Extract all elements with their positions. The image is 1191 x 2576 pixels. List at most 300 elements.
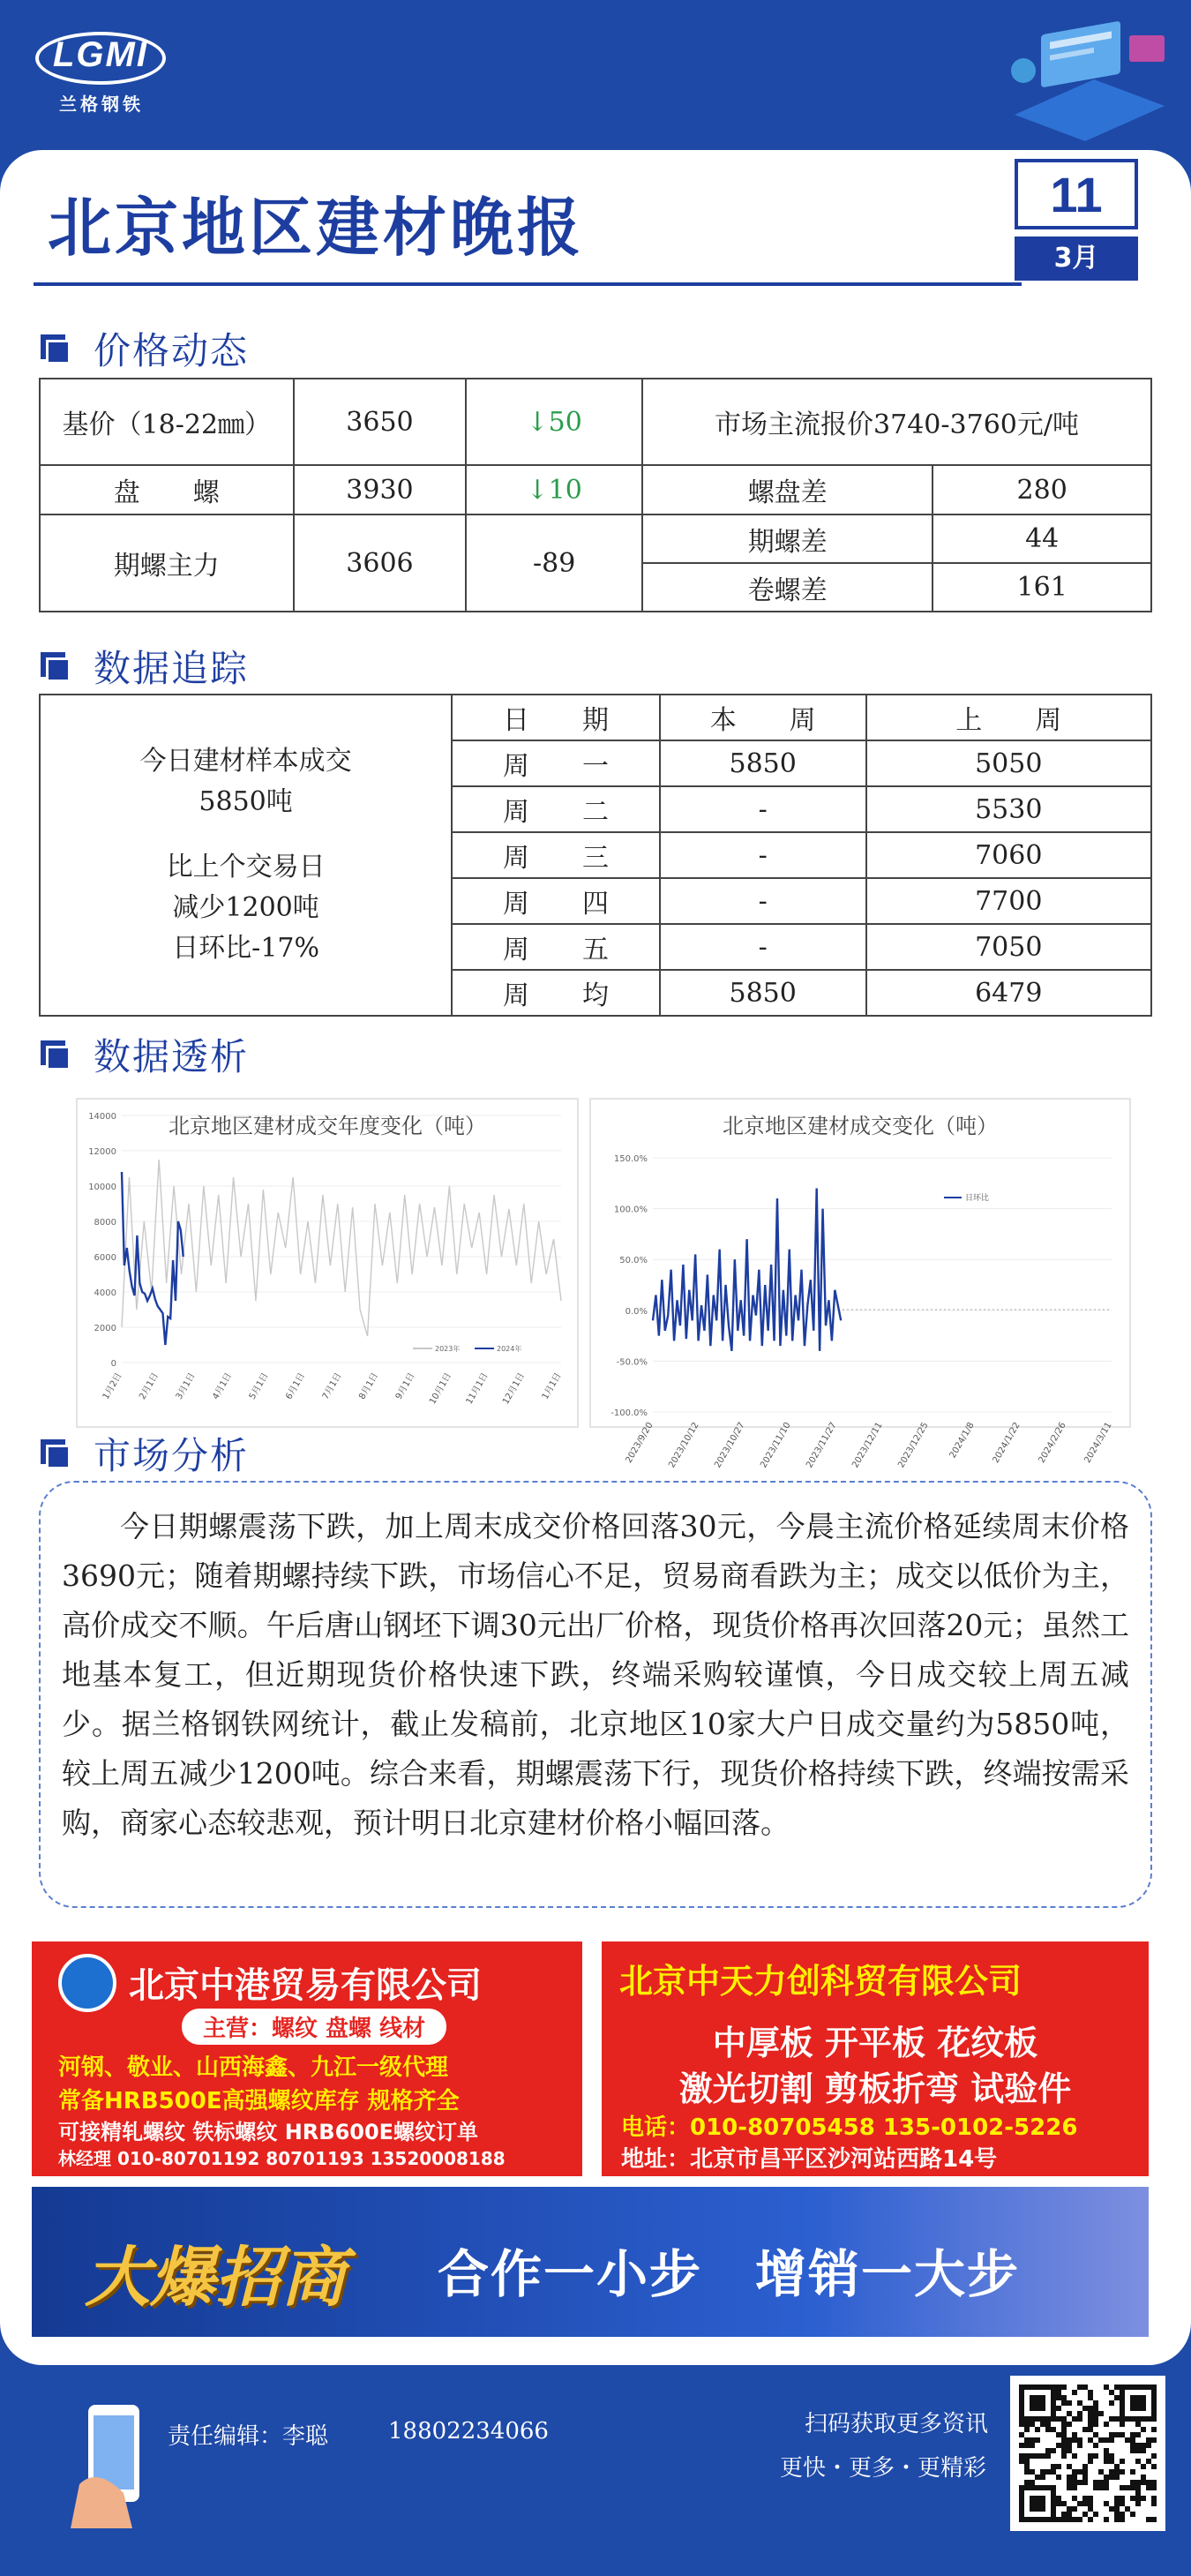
qr-module — [1130, 2485, 1135, 2490]
qr-module — [1151, 2464, 1157, 2469]
ad1-line4: 林经理 010-80701192 80701193 13520008188 — [58, 2148, 506, 2169]
qr-module — [1135, 2501, 1141, 2506]
qr-finder-center — [1030, 2496, 1045, 2512]
qr-module — [1088, 2406, 1093, 2411]
tech-illustration — [988, 18, 1182, 150]
section-track-header: 数据追踪 — [39, 644, 249, 688]
qr-module — [1019, 2459, 1024, 2464]
qr-module — [1024, 2437, 1030, 2443]
qr-module — [1125, 2485, 1130, 2490]
y-tick-label: -50.0% — [616, 1357, 648, 1368]
y-tick-label: 2000 — [94, 1324, 116, 1333]
qr-module — [1130, 2437, 1135, 2443]
qr-module — [1077, 2443, 1082, 2448]
y-tick-label: 100.0% — [613, 1205, 648, 1215]
qr-module — [1151, 2453, 1157, 2459]
qr-module — [1151, 2480, 1157, 2485]
x-tick-label: 3月1日 — [174, 1371, 198, 1401]
ad2-address: 地址：北京市昌平区沙河站西路14号 — [621, 2146, 998, 2173]
qr-module — [1056, 2517, 1061, 2522]
qr-module — [1109, 2469, 1114, 2475]
coil-spread-value: 161 — [933, 563, 1151, 612]
qr-module — [1056, 2390, 1061, 2395]
price-table — [39, 378, 1152, 612]
qr-module — [1104, 2501, 1109, 2506]
qr-module — [1109, 2416, 1114, 2422]
qr-module — [1061, 2453, 1067, 2459]
qr-module — [1024, 2469, 1030, 2475]
qr-module — [1130, 2496, 1135, 2501]
table-row: 周 均 5850 6479 — [40, 970, 1151, 1016]
y-tick-label: 50.0% — [619, 1256, 648, 1266]
qr-module — [1146, 2437, 1151, 2443]
qr-module — [1077, 2437, 1082, 2443]
qr-module — [1040, 2453, 1045, 2459]
qr-module — [1024, 2459, 1030, 2464]
qr-module — [1098, 2411, 1104, 2416]
qr-module — [1098, 2437, 1104, 2443]
col-this-week: 本 周 — [660, 695, 866, 740]
qr-module — [1093, 2416, 1098, 2422]
qr-module — [1030, 2422, 1035, 2427]
qr-module — [1141, 2496, 1146, 2501]
qr-module — [1135, 2496, 1141, 2501]
futures-label: 期螺主力 — [40, 514, 294, 612]
chart-title: 北京地区建材成交变化（吨） — [723, 1114, 998, 1138]
ad1-line1: 河钢、敬业、山西海鑫、九江一级代理 — [58, 2054, 449, 2081]
qr-module — [1045, 2448, 1051, 2453]
section-market-header: 市场分析 — [39, 1431, 249, 1476]
qr-module — [1109, 2475, 1114, 2480]
ad3-big: 大爆招商 — [85, 2240, 346, 2316]
qr-module — [1088, 2496, 1093, 2501]
qr-module — [1045, 2422, 1051, 2427]
ad2-line2: 激光切割 剪板折弯 试验件 — [678, 2069, 1072, 2108]
qr-module — [1114, 2475, 1120, 2480]
qr-module — [1135, 2485, 1141, 2490]
qr-module — [1040, 2422, 1045, 2427]
qr-module — [1061, 2437, 1067, 2443]
annual-volume-chart — [76, 1098, 579, 1428]
qr-module — [1135, 2443, 1141, 2448]
y-tick-label: 4000 — [94, 1288, 116, 1298]
track-summary: 今日建材样本成交 5850吨 比上个交易日 减少1200吨 日环比-17% — [40, 695, 452, 1016]
qr-module — [1030, 2437, 1035, 2443]
x-tick-label: 6月1日 — [284, 1371, 308, 1401]
qr-module — [1104, 2517, 1109, 2522]
spread-label: 螺盘差 — [642, 465, 933, 514]
qr-module — [1077, 2469, 1082, 2475]
qr-module — [1093, 2480, 1098, 2485]
qr-module — [1120, 2485, 1125, 2490]
qr-module — [1151, 2427, 1157, 2432]
qr-module — [1061, 2512, 1067, 2517]
qr-module — [1067, 2448, 1072, 2453]
qr-module — [1135, 2448, 1141, 2453]
qr-module — [1077, 2480, 1082, 2485]
qr-module — [1141, 2480, 1146, 2485]
qr-module — [1130, 2443, 1135, 2448]
daily-change-chart — [589, 1098, 1131, 1470]
qr-module — [1120, 2517, 1125, 2522]
qr-module — [1077, 2501, 1082, 2506]
qr-module — [1093, 2411, 1098, 2416]
qr-module — [1077, 2416, 1082, 2422]
qr-module — [1056, 2395, 1061, 2400]
qr-module — [1114, 2506, 1120, 2512]
qr-module — [1045, 2427, 1051, 2432]
x-tick-label: 2024/1/8 — [948, 1421, 977, 1461]
qr-module — [1093, 2485, 1098, 2490]
x-tick-label: 1月2日 — [101, 1371, 124, 1401]
qr-module — [1104, 2422, 1109, 2427]
qr-module — [1130, 2480, 1135, 2485]
qr-module — [1030, 2453, 1035, 2459]
market-analysis-text: 今日期螺震荡下跌，加上周末成交价格回落30元，今晨主流价格延续周末价格3690元；随着期螺持续下跌，市场信心不足，贸易商看跌为主；成交以低价为主，高价成交不顺。午后唐山钢坯下调30元出厂价格，现货价格再次回落20元；虽然工地基本复工，但近期现货价格快速下跌，终端采购较谨慎，今日成交较上周五减少。据兰格钢铁网统计，截止发稿前，北京地区10家大户日成交量约为5850吨，较上周五减少1200吨。综合来看，期螺震荡下行，现货价格持续下跌，终端按需采购，商家心态较悲观，预计明日北京建材价格小幅回落。 — [39, 1481, 1152, 1908]
qr-module — [1120, 2496, 1125, 2501]
x-tick-label: 4月1日 — [211, 1371, 235, 1401]
ad3-slogan: 合作一小步 增销一大步 — [438, 2244, 1021, 2304]
qr-module — [1061, 2501, 1067, 2506]
ad2-line1: 中厚板 开平板 花纹板 — [712, 2024, 1038, 2062]
qr-module — [1061, 2448, 1067, 2453]
y-tick-label: 14000 — [88, 1112, 116, 1122]
qr-module — [1109, 2432, 1114, 2437]
qr-module — [1120, 2432, 1125, 2437]
qr-module — [1072, 2475, 1077, 2480]
x-tick-label: 2024/2/26 — [1037, 1421, 1068, 1465]
spread-value: 280 — [933, 465, 1151, 514]
qr-module — [1067, 2437, 1072, 2443]
qr-module — [1146, 2443, 1151, 2448]
qr-module — [1072, 2437, 1077, 2443]
qr-module — [1141, 2427, 1146, 2432]
table-row: 周 五 - 7050 — [40, 924, 1151, 970]
col-last-week: 上 周 — [866, 695, 1151, 740]
ad1-main: 主营：螺纹 盘螺 线材 — [182, 2009, 446, 2045]
qr-module — [1019, 2422, 1024, 2427]
qr-module — [1051, 2427, 1056, 2432]
base-price-label: 基价（18-22㎜） — [40, 379, 294, 465]
qr-module — [1109, 2459, 1114, 2464]
qr-module — [1109, 2400, 1114, 2406]
date-month: 3月 — [1015, 237, 1138, 281]
qr-module — [1082, 2384, 1088, 2390]
qr-module — [1088, 2437, 1093, 2443]
qr-module — [1088, 2416, 1093, 2422]
scan-text: 扫码获取更多资讯 — [805, 2411, 989, 2437]
base-price: 3650 — [294, 379, 467, 465]
qr-module — [1114, 2464, 1120, 2469]
qr-finder-center — [1030, 2395, 1045, 2411]
qr-module — [1109, 2506, 1114, 2512]
qr-module — [1088, 2395, 1093, 2400]
col-date: 日 期 — [452, 695, 660, 740]
qr-module — [1141, 2475, 1146, 2480]
qr-module — [1093, 2432, 1098, 2437]
qr-module — [1024, 2427, 1030, 2432]
qr-module — [1067, 2506, 1072, 2512]
ad2-company: 北京中天力创科贸有限公司 — [619, 1962, 1022, 2001]
qr-module — [1151, 2517, 1157, 2522]
qr-module — [1104, 2485, 1109, 2490]
qr-module — [1082, 2512, 1088, 2517]
qr-module — [1114, 2432, 1120, 2437]
qr-module — [1056, 2464, 1061, 2469]
qr-module — [1040, 2475, 1045, 2480]
coil-price: 3930 — [294, 465, 467, 514]
qr-module — [1120, 2459, 1125, 2464]
futures-spread-label: 期螺差 — [642, 514, 933, 563]
coil-change: ↓10 — [466, 465, 642, 514]
annual-volume-svg — [78, 1100, 581, 1430]
y-tick-label: 8000 — [94, 1218, 116, 1228]
y-tick-label: 0 — [110, 1359, 116, 1369]
qr-module — [1109, 2390, 1114, 2395]
qr-module — [1135, 2480, 1141, 2485]
qr-module — [1130, 2432, 1135, 2437]
qr-module — [1082, 2427, 1088, 2432]
qr-module — [1051, 2464, 1056, 2469]
qr-module — [1067, 2464, 1072, 2469]
qr-module — [1104, 2459, 1109, 2464]
futures-spread-value: 44 — [933, 514, 1151, 563]
qr-module — [1072, 2390, 1077, 2395]
y-tick-label: -100.0% — [610, 1408, 648, 1418]
qr-module — [1088, 2411, 1093, 2416]
qr-module — [1120, 2512, 1125, 2517]
qr-module — [1067, 2422, 1072, 2427]
qr-module — [1141, 2448, 1146, 2453]
qr-module — [1135, 2490, 1141, 2496]
qr-module — [1056, 2475, 1061, 2480]
qr-module — [1072, 2416, 1077, 2422]
x-tick-label: 11月1日 — [464, 1371, 491, 1407]
qr-module — [1061, 2517, 1067, 2522]
qr-module — [1077, 2411, 1082, 2416]
qr-module — [1141, 2443, 1146, 2448]
qr-module — [1019, 2453, 1024, 2459]
section-analysis-header: 数据透析 — [39, 1033, 249, 1077]
qr-module — [1024, 2464, 1030, 2469]
qr-module — [1141, 2464, 1146, 2469]
ad-recruit-banner[interactable] — [32, 2187, 1149, 2337]
ad-zhongtianli[interactable] — [602, 1941, 1149, 2176]
qr-module — [1120, 2501, 1125, 2506]
track-table — [39, 694, 1152, 1017]
qr-code[interactable] — [1010, 2376, 1165, 2531]
qr-module — [1130, 2512, 1135, 2517]
qr-module — [1077, 2517, 1082, 2522]
qr-module — [1056, 2501, 1061, 2506]
series-line — [653, 1189, 841, 1351]
qr-module — [1067, 2443, 1072, 2448]
qr-module — [1082, 2469, 1088, 2475]
zhonggang-logo-icon — [58, 1954, 116, 2012]
qr-module — [1082, 2406, 1088, 2411]
date-day: 11 — [1015, 159, 1138, 229]
qr-module — [1067, 2485, 1072, 2490]
qr-module — [1088, 2517, 1093, 2522]
section-price-header: 价格动态 — [39, 327, 249, 371]
base-price-change: ↓50 — [466, 379, 642, 465]
qr-module — [1056, 2416, 1061, 2422]
qr-module — [1114, 2416, 1120, 2422]
qr-module — [1120, 2469, 1125, 2475]
x-tick-label: 2023/12/25 — [896, 1421, 931, 1470]
qr-module — [1146, 2480, 1151, 2485]
qr-module — [1088, 2459, 1093, 2464]
qr-module — [1120, 2422, 1125, 2427]
qr-module — [1035, 2427, 1040, 2432]
qr-module — [1019, 2443, 1024, 2448]
qr-module — [1061, 2395, 1067, 2400]
y-tick-label: 6000 — [94, 1253, 116, 1263]
section-square-icon — [46, 340, 71, 364]
x-tick-label: 12月1日 — [501, 1371, 528, 1407]
qr-module — [1098, 2480, 1104, 2485]
x-tick-label: 9月1日 — [393, 1371, 417, 1401]
qr-module — [1061, 2400, 1067, 2406]
qr-module — [1035, 2437, 1040, 2443]
table-row: 周 四 - 7700 — [40, 878, 1151, 924]
qr-module — [1088, 2390, 1093, 2395]
section-square-icon — [46, 1445, 71, 1469]
x-tick-label: 7月1日 — [320, 1371, 344, 1401]
qr-module — [1082, 2480, 1088, 2485]
qr-module — [1072, 2496, 1077, 2501]
x-tick-label: 10月1日 — [428, 1371, 454, 1407]
qr-module — [1093, 2453, 1098, 2459]
editor-label: 责任编辑：李聪 — [168, 2423, 329, 2450]
qr-module — [1082, 2496, 1088, 2501]
chart-title: 北京地区建材成交年度变化（吨） — [169, 1114, 486, 1138]
qr-module — [1045, 2469, 1051, 2475]
qr-module — [1104, 2480, 1109, 2485]
page-title: 北京地区建材晚报 — [48, 190, 585, 265]
qr-module — [1114, 2517, 1120, 2522]
qr-module — [1151, 2437, 1157, 2443]
qr-module — [1109, 2437, 1114, 2443]
qr-module — [1146, 2517, 1151, 2522]
qr-module — [1067, 2475, 1072, 2480]
qr-module — [1093, 2443, 1098, 2448]
qr-module — [1019, 2432, 1024, 2437]
qr-module — [1088, 2427, 1093, 2432]
qr-module — [1056, 2496, 1061, 2501]
x-tick-label: 2023/10/12 — [667, 1421, 701, 1470]
qr-module — [1114, 2395, 1120, 2400]
x-tick-label: 2024/3/11 — [1082, 1421, 1114, 1465]
x-tick-label: 1月1日 — [540, 1371, 564, 1401]
qr-module — [1146, 2485, 1151, 2490]
legend-label: 日环比 — [965, 1194, 990, 1203]
qr-module — [1067, 2400, 1072, 2406]
qr-module — [1093, 2512, 1098, 2517]
qr-module — [1093, 2406, 1098, 2411]
qr-module — [1146, 2459, 1151, 2464]
ad2-phone: 电话：010-80705458 135-0102-5226 — [621, 2114, 1078, 2141]
qr-module — [1093, 2422, 1098, 2427]
qr-module — [1114, 2496, 1120, 2501]
daily-change-svg — [591, 1100, 1133, 1470]
section-square-icon — [46, 1046, 71, 1070]
x-tick-label: 2023/11/27 — [805, 1421, 839, 1470]
qr-module — [1061, 2432, 1067, 2437]
qr-module — [1077, 2400, 1082, 2406]
qr-module — [1130, 2469, 1135, 2475]
qr-module — [1061, 2427, 1067, 2432]
futures-price: 3606 — [294, 514, 467, 612]
qr-module — [1151, 2496, 1157, 2501]
qr-module — [1056, 2406, 1061, 2411]
futures-change: -89 — [466, 514, 642, 612]
legend-label: 2023年 — [435, 1345, 461, 1353]
qr-module — [1061, 2416, 1067, 2422]
section-square-icon — [46, 657, 71, 682]
qr-module — [1030, 2443, 1035, 2448]
qr-module — [1024, 2422, 1030, 2427]
qr-module — [1151, 2485, 1157, 2490]
x-tick-label: 2月1日 — [138, 1371, 161, 1401]
qr-module — [1067, 2512, 1072, 2517]
qr-module — [1030, 2480, 1035, 2485]
table-row: 周 三 - 7060 — [40, 832, 1151, 878]
ad-zhonggang[interactable] — [32, 1941, 582, 2176]
qr-module — [1072, 2469, 1077, 2475]
qr-module — [1098, 2469, 1104, 2475]
qr-module — [1051, 2448, 1056, 2453]
qr-module — [1135, 2422, 1141, 2427]
qr-module — [1072, 2480, 1077, 2485]
qr-module — [1104, 2475, 1109, 2480]
qr-module — [1151, 2501, 1157, 2506]
qr-module — [1067, 2411, 1072, 2416]
qr-module — [1061, 2443, 1067, 2448]
phone-hand-icon — [71, 2396, 168, 2528]
editor-phone: 18802234066 — [388, 2418, 549, 2445]
qr-module — [1072, 2453, 1077, 2459]
x-tick-label: 5月1日 — [247, 1371, 271, 1401]
qr-module — [1067, 2480, 1072, 2485]
qr-finder-center — [1130, 2395, 1146, 2411]
qr-module — [1061, 2422, 1067, 2427]
qr-module — [1072, 2432, 1077, 2437]
qr-module — [1130, 2448, 1135, 2453]
qr-module — [1125, 2437, 1130, 2443]
qr-module — [1024, 2480, 1030, 2485]
qr-module — [1104, 2437, 1109, 2443]
qr-module — [1114, 2469, 1120, 2475]
x-tick-label: 2023/11/10 — [759, 1421, 793, 1470]
qr-module — [1056, 2443, 1061, 2448]
x-tick-label: 2024/1/22 — [991, 1421, 1022, 1465]
qr-module — [1082, 2475, 1088, 2480]
qr-module — [1051, 2469, 1056, 2475]
qr-module — [1035, 2453, 1040, 2459]
qr-module — [1024, 2453, 1030, 2459]
qr-module — [1077, 2384, 1082, 2390]
qr-module — [1072, 2485, 1077, 2490]
x-tick-label: 2023/10/27 — [713, 1421, 747, 1470]
qr-module — [1093, 2400, 1098, 2406]
qr-module — [1114, 2384, 1120, 2390]
qr-module — [1040, 2469, 1045, 2475]
table-row: 周 二 - 5530 — [40, 786, 1151, 832]
qr-module — [1045, 2453, 1051, 2459]
coil-label: 盘 螺 — [40, 465, 294, 514]
qr-module — [1104, 2448, 1109, 2453]
